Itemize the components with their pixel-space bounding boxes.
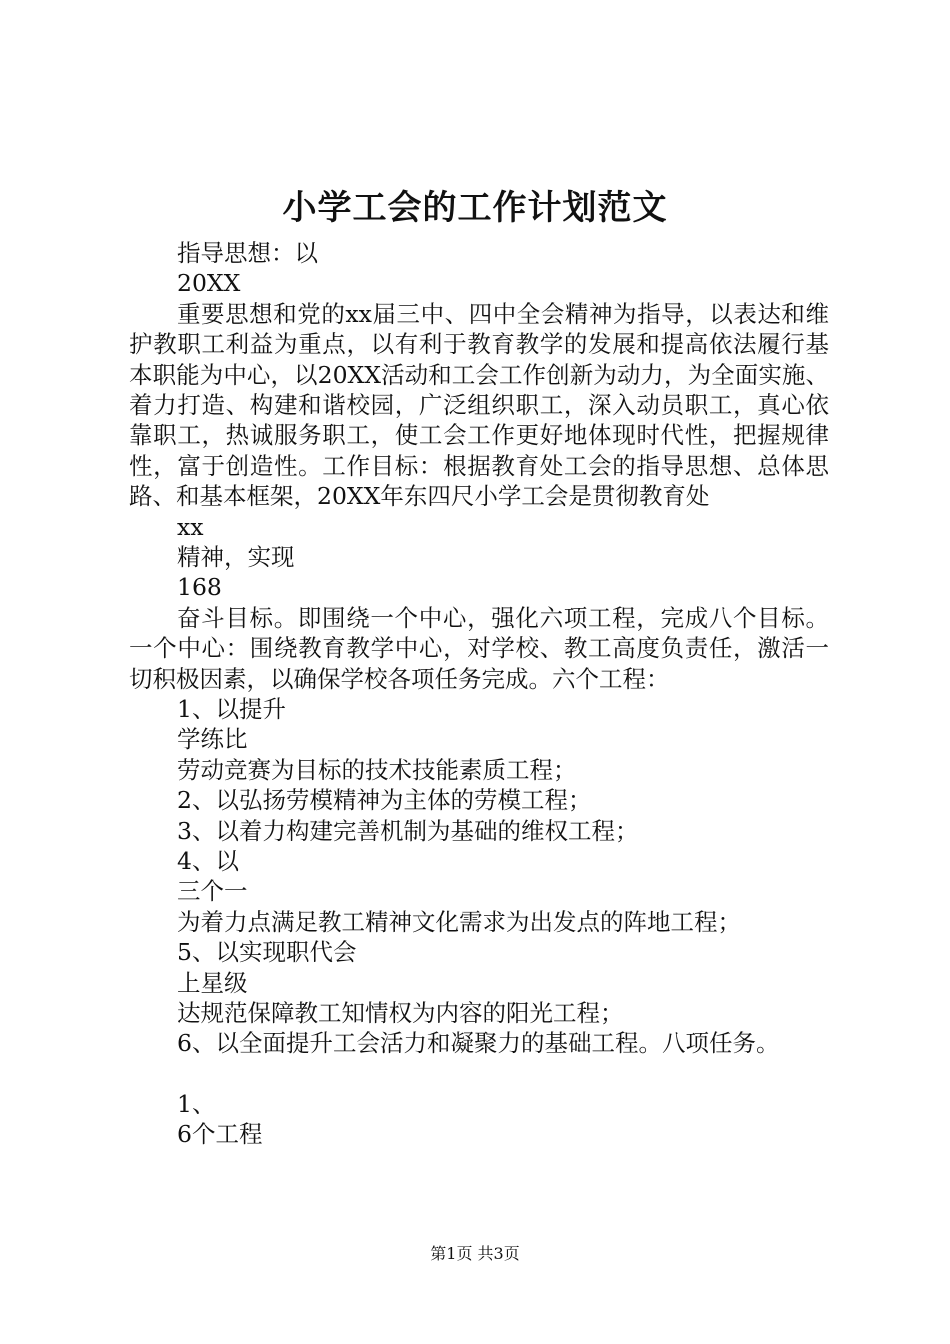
document-title: 小学工会的工作计划范文 [282, 188, 668, 228]
text-line: 三个一 [177, 877, 248, 906]
text-line: 4、以 [177, 846, 239, 875]
document-body [129, 238, 829, 1149]
text-line: 2、以弘扬劳模精神为主体的劳模工程； [177, 786, 592, 815]
text-line: 1、以提升 [177, 695, 286, 724]
paragraph: 奋斗目标。即围绕一个中心，强化六项工程，完成八个目标。一个中心：围绕教育教学中心，对学校、教工高度负责任，激活一切积极因素，以确保学校各项任务完成。六个工程： [129, 603, 829, 693]
text-line: 168 [177, 573, 222, 602]
text-line: 精神，实现 [177, 543, 295, 572]
text-line: 上星级 [177, 968, 248, 997]
text-line: 6个工程 [177, 1120, 263, 1149]
text-line: xx [177, 512, 204, 541]
text-line: 5、以实现职代会 [177, 938, 357, 967]
text-line: 20XX [177, 269, 241, 298]
text-line: 指导思想：以 [177, 239, 318, 267]
text-line: 3、以着力构建完善机制为基础的维权工程； [177, 816, 639, 845]
blank-line [129, 1059, 829, 1089]
text-line: 1、 [177, 1089, 216, 1118]
text-line: 为着力点满足教工精神文化需求为出发点的阵地工程； [177, 907, 741, 936]
text-line: 劳动竞赛为目标的技术技能素质工程； [177, 755, 577, 784]
page-footer: 第1页 共3页 [430, 1244, 520, 1263]
text-line: 学练比 [177, 725, 248, 754]
text-line: 6、以全面提升工会活力和凝聚力的基础工程。八项任务。 [177, 1029, 780, 1058]
paragraph: 重要思想和党的xx届三中、四中全会精神为指导，以表达和维护教职工利益为重点，以有利于教育教学的发展和提高依法履行基本职能为中心，以20XX活动和工会工作创新为动力，为全面实施、着力打造、构建和谐校园，广泛组织职工，深入动员职工，真心依靠职工，热诚服务职工，使工会工作更好地体现时代性，把握规律性，富于创造性。工作目标：根据教育处工会的指导思想、总体思路、和基本框架，20XX年东四尺小学工会是贯彻教育处 [129, 299, 829, 511]
text-line: 达规范保障教工知情权为内容的阳光工程； [177, 998, 624, 1027]
